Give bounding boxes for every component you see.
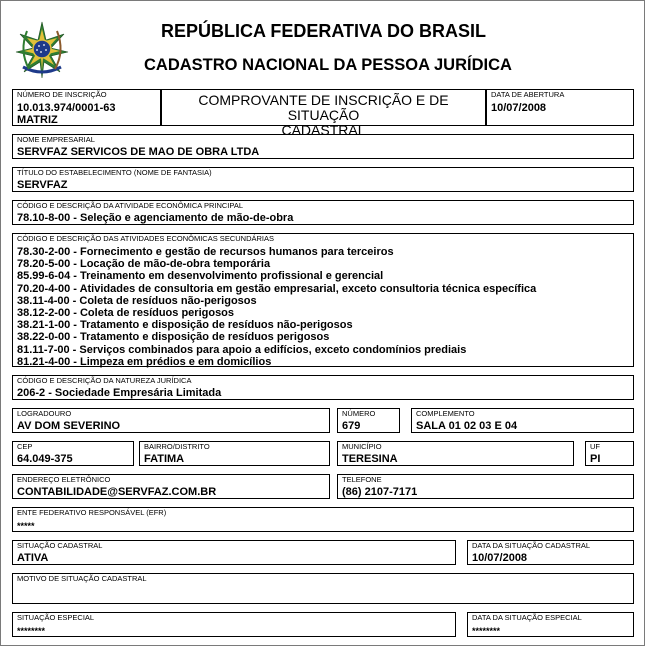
data-situacao-especial-field: [467, 612, 634, 637]
atividade-principal-value: 78.10-8-00 - Seleção e agenciamento de mão-de-obra: [17, 212, 294, 224]
complemento-label: COMPLEMENTO: [416, 409, 475, 418]
logradouro-label: LOGRADOURO: [17, 409, 72, 418]
inscricao-number: 10.013.974/0001-63: [17, 102, 116, 114]
telefone-field: [337, 474, 634, 499]
efr-label: ENTE FEDERATIVO RESPONSÁVEL (EFR): [17, 508, 167, 517]
inscricao-field: [12, 89, 161, 126]
fantasia-field: [12, 167, 634, 192]
cep-label: CEP: [17, 442, 33, 451]
page-title: REPÚBLICA FEDERATIVA DO BRASIL: [161, 21, 487, 41]
brazil-coat-of-arms-icon: [15, 21, 69, 79]
list-item: 38.21-1-00 - Tratamento e disposição de resíduos não-perigosos: [17, 319, 353, 332]
email-field: [12, 474, 330, 499]
list-item: 85.99-6-04 - Treinamento em desenvolvimento profissional e gerencial: [17, 270, 384, 283]
motivo-field: [12, 573, 634, 604]
uf-label: UF: [590, 442, 600, 451]
efr-value: *****: [17, 521, 35, 531]
uf-value: PI: [590, 453, 601, 465]
list-item: 81.21-4-00 - Limpeza em prédios e em domicílios: [17, 355, 272, 368]
cep-value: 64.049-375: [17, 453, 73, 465]
data-situacao-especial-value: ********: [472, 626, 501, 636]
atividade-principal-label: CÓDIGO E DESCRIÇÃO DA ATIVIDADE ECONÔMICA PRINCIPAL: [17, 201, 244, 210]
situacao-especial-label: SITUAÇÃO ESPECIAL: [17, 613, 95, 622]
motivo-label: MOTIVO DE SITUAÇÃO CADASTRAL: [17, 574, 147, 583]
comprovante-line2: CADASTRAL: [281, 122, 366, 138]
comprovante-title-box: [161, 89, 486, 138]
abertura-field: [486, 89, 634, 126]
numero-field: [337, 408, 400, 433]
inscricao-label: NÚMERO DE INSCRIÇÃO: [17, 90, 107, 99]
logradouro-value: AV DOM SEVERINO: [17, 420, 121, 432]
natureza-juridica-label: CÓDIGO E DESCRIÇÃO DA NATUREZA JURÍDICA: [17, 376, 192, 385]
complemento-field: [411, 408, 634, 433]
numero-label: NÚMERO: [342, 409, 376, 418]
email-value: CONTABILIDADE@SERVFAZ.COM.BR: [17, 486, 217, 498]
numero-value: 679: [342, 420, 361, 432]
atividades-secundarias-field: [12, 233, 634, 367]
abertura-label: DATA DE ABERTURA: [491, 90, 565, 99]
list-item: 78.30-2-00 - Fornecimento e gestão de recursos humanos para terceiros: [17, 246, 394, 258]
data-situacao-value: 10/07/2008: [472, 552, 528, 564]
data-situacao-field: [467, 540, 634, 565]
natureza-juridica-field: [12, 375, 634, 400]
list-item: 70.20-4-00 - Atividades de consultoria em gestão empresarial, exceto consultoria técnica específica: [17, 282, 537, 295]
nome-empresarial-label: NOME EMPRESARIAL: [17, 135, 95, 144]
fantasia-label: TÍTULO DO ESTABELECIMENTO (NOME DE FANTASIA): [17, 168, 212, 177]
page-subtitle: CADASTRO NACIONAL DA PESSOA JURÍDICA: [144, 56, 512, 74]
bairro-label: BAIRRO/DISTRITO: [144, 442, 210, 451]
municipio-label: MUNICÍPIO: [342, 442, 382, 451]
bairro-field: [139, 441, 330, 466]
situacao-value: ATIVA: [17, 552, 49, 564]
nome-empresarial-value: SERVFAZ SERVICOS DE MAO DE OBRA LTDA: [17, 146, 260, 158]
municipio-value: TERESINA: [342, 453, 398, 465]
situacao-label: SITUAÇÃO CADASTRAL: [17, 541, 103, 550]
inscricao-type: MATRIZ: [17, 114, 58, 126]
list-item: 38.12-2-00 - Coleta de resíduos perigosos: [17, 307, 235, 320]
situacao-especial-field: [12, 612, 456, 637]
municipio-field: [337, 441, 574, 466]
logradouro-field: [12, 408, 330, 433]
list-item: 38.11-4-00 - Coleta de resíduos não-perigosos: [17, 294, 257, 307]
natureza-juridica-value: 206-2 - Sociedade Empresária Limitada: [17, 387, 222, 399]
situacao-especial-value: ********: [17, 626, 46, 636]
comprovante-line1: COMPROVANTE DE INSCRIÇÃO E DE SITUAÇÃO: [198, 92, 449, 123]
atividades-secundarias-label: CÓDIGO E DESCRIÇÃO DAS ATIVIDADES ECONÔMICAS SECUNDÁRIAS: [17, 234, 274, 243]
cep-field: [12, 441, 134, 466]
efr-field: [12, 507, 634, 532]
fantasia-value: SERVFAZ: [17, 179, 68, 191]
telefone-value: (86) 2107-7171: [342, 486, 418, 498]
email-label: ENDEREÇO ELETRÔNICO: [17, 475, 111, 484]
bairro-value: FATIMA: [144, 453, 185, 465]
telefone-label: TELEFONE: [342, 475, 382, 484]
nome-empresarial-field: [12, 134, 634, 159]
situacao-field: [12, 540, 456, 565]
complemento-value: SALA 01 02 03 E 04: [416, 420, 518, 432]
list-item: 81.11-7-00 - Serviços combinados para apoio a edifícios, exceto condomínios prediais: [17, 343, 467, 356]
data-situacao-label: DATA DA SITUAÇÃO CADASTRAL: [472, 541, 591, 550]
atividade-principal-field: [12, 200, 634, 225]
data-situacao-especial-label: DATA DA SITUAÇÃO ESPECIAL: [472, 613, 582, 622]
uf-field: [585, 441, 634, 466]
list-item: 38.22-0-00 - Tratamento e disposição de resíduos perigosos: [17, 331, 330, 344]
abertura-value: 10/07/2008: [491, 102, 547, 114]
list-item: 78.20-5-00 - Locação de mão-de-obra temporária: [17, 258, 271, 271]
